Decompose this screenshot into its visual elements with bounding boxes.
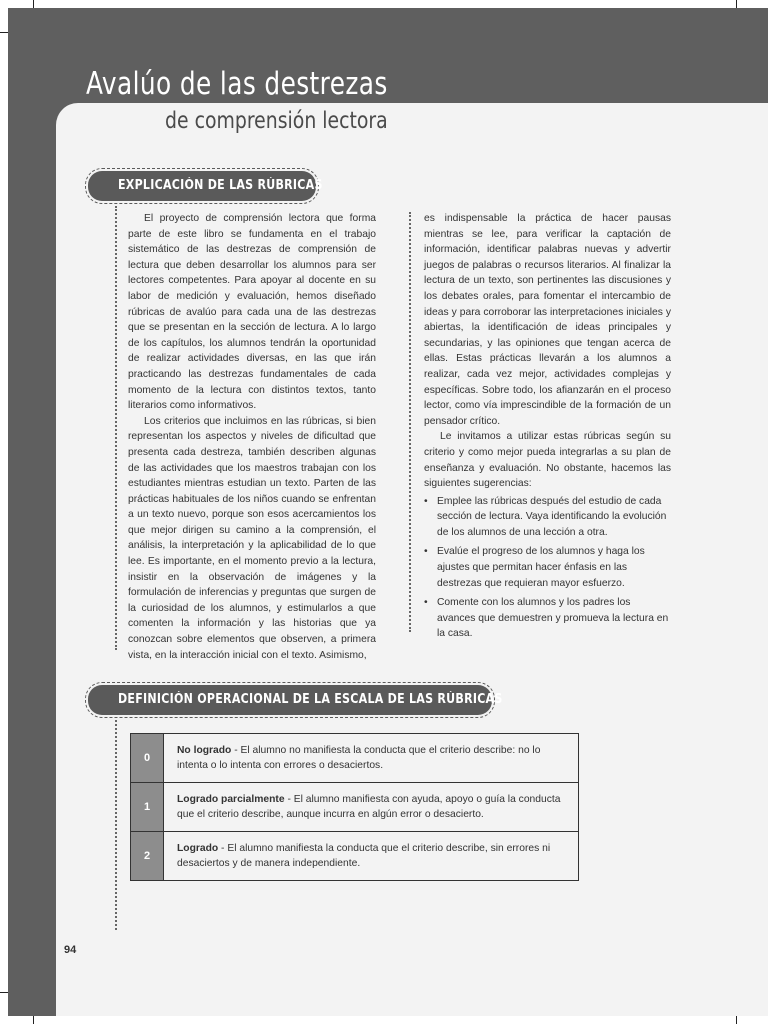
crop-mark — [33, 1016, 34, 1024]
level-description: - El alumno manifiesta la conducta que el criterio describe, sin errores ni desaciertos y de manera independiente. — [177, 843, 551, 869]
level-term: Logrado — [177, 843, 219, 854]
crop-mark — [0, 32, 8, 33]
paragraph: Los criterios que incluimos en las rúbricas, si bien representan los aspectos y niveles de dificultad que presenta cada destreza, también describen algunas de las actividades que los maestros trabajan con los estudiantes mientras estudian un texto. Parten de las prácticas habituales de los niños cuando se enfrentan a un texto nuevo, porque son esos acercamientos los que mejor dirigen su camino a la comprensión, el análisis, la interpretación y la aplicabilidad de lo que lee. Es importante, en el momento previo a la lectura, insistir en la observación de imágenes y la formulación de inferencias y preguntas que surgen de la curiosidad de los alumnos, y estimularlos a que comenten la información y las historias que ya conozcan sobre elementos que observen, a primera vista, en la interacción inicial con el texto. Asimismo, — [128, 415, 376, 661]
margin-dotted-rule — [115, 206, 117, 650]
description-cell — [164, 783, 579, 832]
description-cell — [164, 832, 579, 881]
level-description: - El alumno manifiesta con ayuda, apoyo o guía la conducta que el criterio describe, aunque incurra en algún error o desacierto. — [177, 794, 561, 820]
section-heading-definicion — [88, 685, 503, 715]
left-text-column — [128, 211, 376, 663]
crop-mark — [0, 992, 8, 993]
table-row — [131, 832, 579, 881]
score-cell: 0 — [131, 734, 164, 783]
crop-mark — [736, 1016, 737, 1024]
list-item: • Comente con los alumnos y los padres los avances que demuestren y promueva la lectura en la casa. — [424, 595, 671, 642]
list-item: • Evalúe el progreso de los alumnos y haga los ajustes que permitan hacer énfasis en las destrezas que requieran mayor esfuerzo. — [424, 544, 671, 591]
level-term: Logrado parcialmente — [177, 794, 285, 805]
suggestions-list — [424, 494, 671, 642]
margin-dotted-rule — [115, 720, 117, 930]
section-heading-label: EXPLICACIÓN DE LAS RÚBRICAS — [118, 178, 323, 193]
paragraph: El proyecto de comprensión lectora que forma parte de este libro se fundamenta en el trabajo sistemático de las destrezas de comprensión de lectura que deben desarrollar los alumnos para ser lectores competentes. Para apoyar al docente en su labor de medición y evaluación, hemos diseñado rúbricas de avalúo para cada una de las destrezas que se presentan en la sección de lectura. A lo largo de los capítulos, los alumnos tendrán la oportunidad de realizar actividades diversas, en las que irán practicando las destrezas fundamentales de cada momento de la lectura con distintos textos, tanto literarios como informativos. — [128, 213, 376, 412]
table-row — [131, 783, 579, 832]
list-item: • Emplee las rúbricas después del estudio de cada sección de lectura. Vaya identificando la evolución de los alumnos de una lección a otra. — [424, 494, 671, 541]
score-cell: 1 — [131, 783, 164, 832]
section-heading-label: DEFINICIÓN OPERACIONAL DE LA ESCALA DE LAS RÚBRICAS — [118, 692, 503, 707]
paragraph: es indispensable la práctica de hacer pausas mientras se lee, para verificar la captación de información, identificar palabras nuevas y advertir juegos de palabras o recursos literarios. Al finalizar la lectura de un texto, son pertinentes las discusiones y los debates orales, para fomentar el intercambio de ideas y para corroborar las interpretaciones iniciales y abiertas, la identificación de ideas principales y secundarias, y las opiniones que tengan acerca de ellas. Estas prácticas llevarán a los alumnos a realizar, cada vez mejor, actividades complejas y específicas. Sobre todo, los afianzarán en el proceso lector, como vía imprescindible de la formación de un pensador crítico. — [424, 213, 671, 427]
column-dotted-rule — [409, 212, 411, 632]
paragraph: Le invitamos a utilizar estas rúbricas según su criterio y como mejor pueda integrarlas a su plan de enseñanza y evaluación. No obstante, hacemos las siguientes sugerencias: — [424, 431, 671, 490]
table-row — [131, 734, 579, 783]
right-text-column — [424, 211, 671, 646]
page-number: 94 — [64, 944, 77, 956]
level-description: - El alumno no manifiesta la conducta que el criterio describe: no lo intenta o lo intenta con errores o desaciertos. — [177, 745, 541, 771]
score-cell: 2 — [131, 832, 164, 881]
crop-mark — [736, 0, 737, 8]
description-cell — [164, 734, 579, 783]
level-term: No logrado — [177, 745, 232, 756]
section-heading-explicacion — [88, 171, 323, 201]
crop-mark — [33, 0, 34, 8]
page-subtitle: de comprensión lectora — [165, 108, 388, 134]
rubric-scale-table — [130, 733, 579, 881]
page-title: Avalúo de las destrezas — [86, 66, 388, 102]
